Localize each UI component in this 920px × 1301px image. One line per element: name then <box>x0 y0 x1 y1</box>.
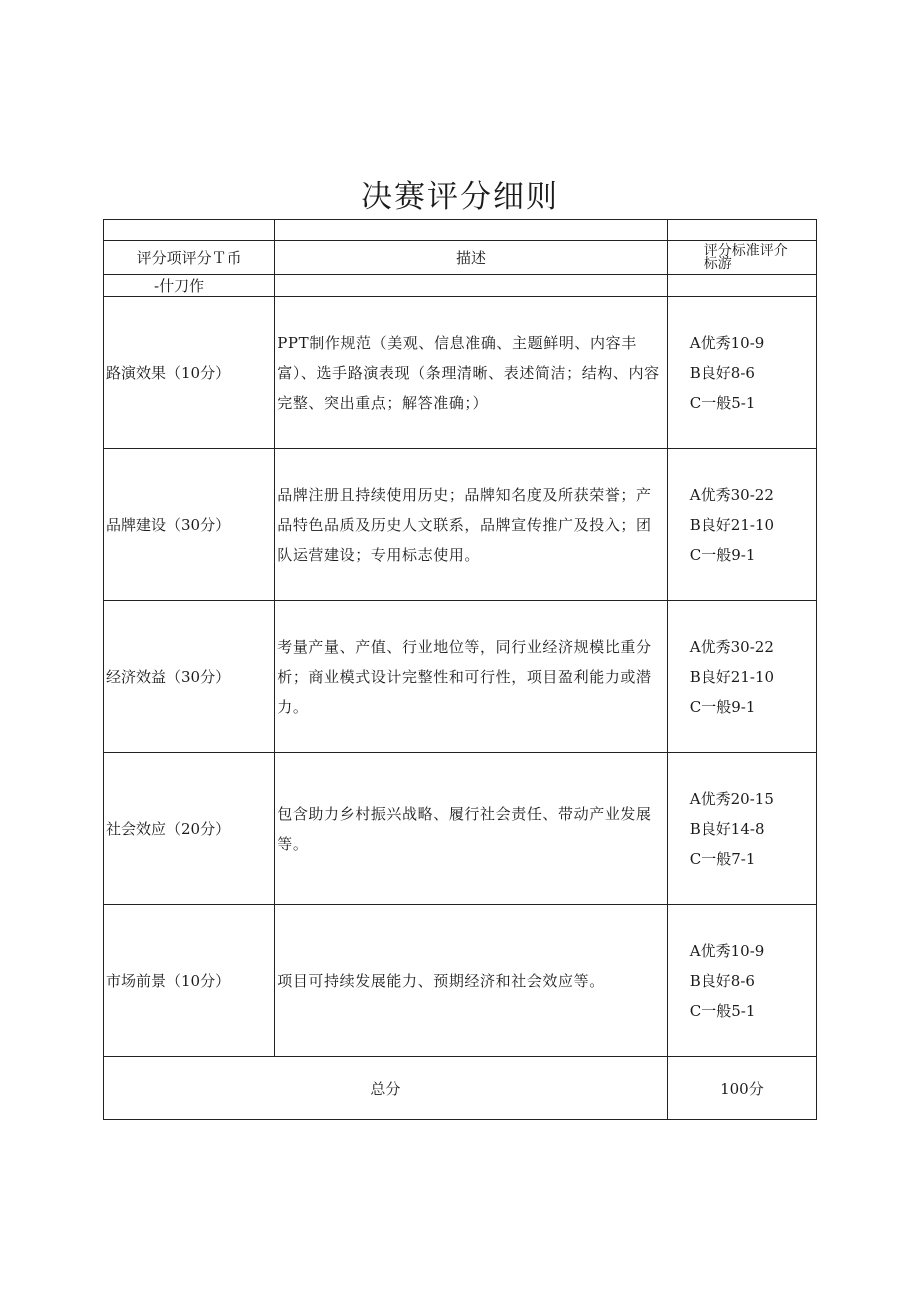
table-subheader-row <box>104 275 817 297</box>
spacer-cell <box>667 275 816 297</box>
grade-c: C一般9-1 <box>689 545 756 564</box>
table-row <box>104 601 817 753</box>
scoring-table <box>103 219 817 1120</box>
scoring-standard <box>667 905 816 1057</box>
spacer-cell <box>667 220 816 241</box>
subheader-note: -什刀作 <box>104 275 275 297</box>
spacer-cell <box>275 220 668 241</box>
spacer-cell <box>275 275 668 297</box>
grade-c: C一般5-1 <box>689 393 756 412</box>
grade-a: A优秀10-9 <box>689 941 765 960</box>
grade-c: C一般5-1 <box>689 1001 756 1020</box>
grade-a: A优秀10-9 <box>689 333 765 352</box>
grade-a: A优秀20-15 <box>689 789 774 808</box>
grade-b: B良好8-6 <box>689 363 755 382</box>
scoring-item-description: 考量产量、产值、行业地位等，同行业经济规模比重分析；商业模式设计完整性和可行性，项目盈利能力或潜力。 <box>275 601 668 753</box>
table-row <box>104 905 817 1057</box>
grade-a: A优秀30-22 <box>689 637 774 656</box>
spacer-cell <box>104 220 275 241</box>
total-label: 总分 <box>104 1057 668 1120</box>
table-row <box>104 297 817 449</box>
scoring-standard <box>667 297 816 449</box>
scoring-item-description: 品牌注册且持续使用历史；品牌知名度及所获荣誉；产品特色品质及历史人文联系，品牌宣传推广及投入；团队运营建设；专用标志使用。 <box>275 449 668 601</box>
table-header-row <box>104 241 817 275</box>
scoring-standard <box>667 449 816 601</box>
header-standard-line1: 评分标准评介 <box>703 242 788 259</box>
header-description-column: 描述 <box>275 241 668 275</box>
header-standard-column <box>667 241 816 275</box>
table-header-spacer-row <box>104 220 817 241</box>
grade-b: B良好8-6 <box>689 971 755 990</box>
scoring-item-description: PPT制作规范（美观、信息准确、主题鲜明、内容丰富）、选手路演表现（条理清晰、表述简洁；结构、内容完整、突出重点；解答准确；） <box>275 297 668 449</box>
scoring-standard <box>667 601 816 753</box>
scoring-item-description: 项目可持续发展能力、预期经济和社会效应等。 <box>275 905 668 1057</box>
total-value: 100分 <box>667 1057 816 1120</box>
grade-c: C一般7-1 <box>689 849 756 868</box>
scoring-item-name: 品牌建设（30分） <box>104 449 275 601</box>
total-row <box>104 1057 817 1120</box>
page-title: 决赛评分细则 <box>361 178 559 215</box>
scoring-item-description: 包含助力乡村振兴战略、履行社会责任、带动产业发展等。 <box>275 753 668 905</box>
scoring-standard <box>667 753 816 905</box>
grade-a: A优秀30-22 <box>689 485 774 504</box>
table-row <box>104 753 817 905</box>
grade-b: B良好21-10 <box>689 667 775 686</box>
header-item-column: 评分项评分Ｔ币 <box>104 241 275 275</box>
scoring-item-name: 经济效益（30分） <box>104 601 275 753</box>
scoring-item-name: 社会效应（20分） <box>104 753 275 905</box>
header-standard-line2: 标游 <box>703 255 732 272</box>
scoring-item-name: 路演效果（10分） <box>104 297 275 449</box>
grade-c: C一般9-1 <box>689 697 756 716</box>
grade-b: B良好14-8 <box>689 819 765 838</box>
grade-b: B良好21-10 <box>689 515 775 534</box>
scoring-item-name: 市场前景（10分） <box>104 905 275 1057</box>
table-row <box>104 449 817 601</box>
